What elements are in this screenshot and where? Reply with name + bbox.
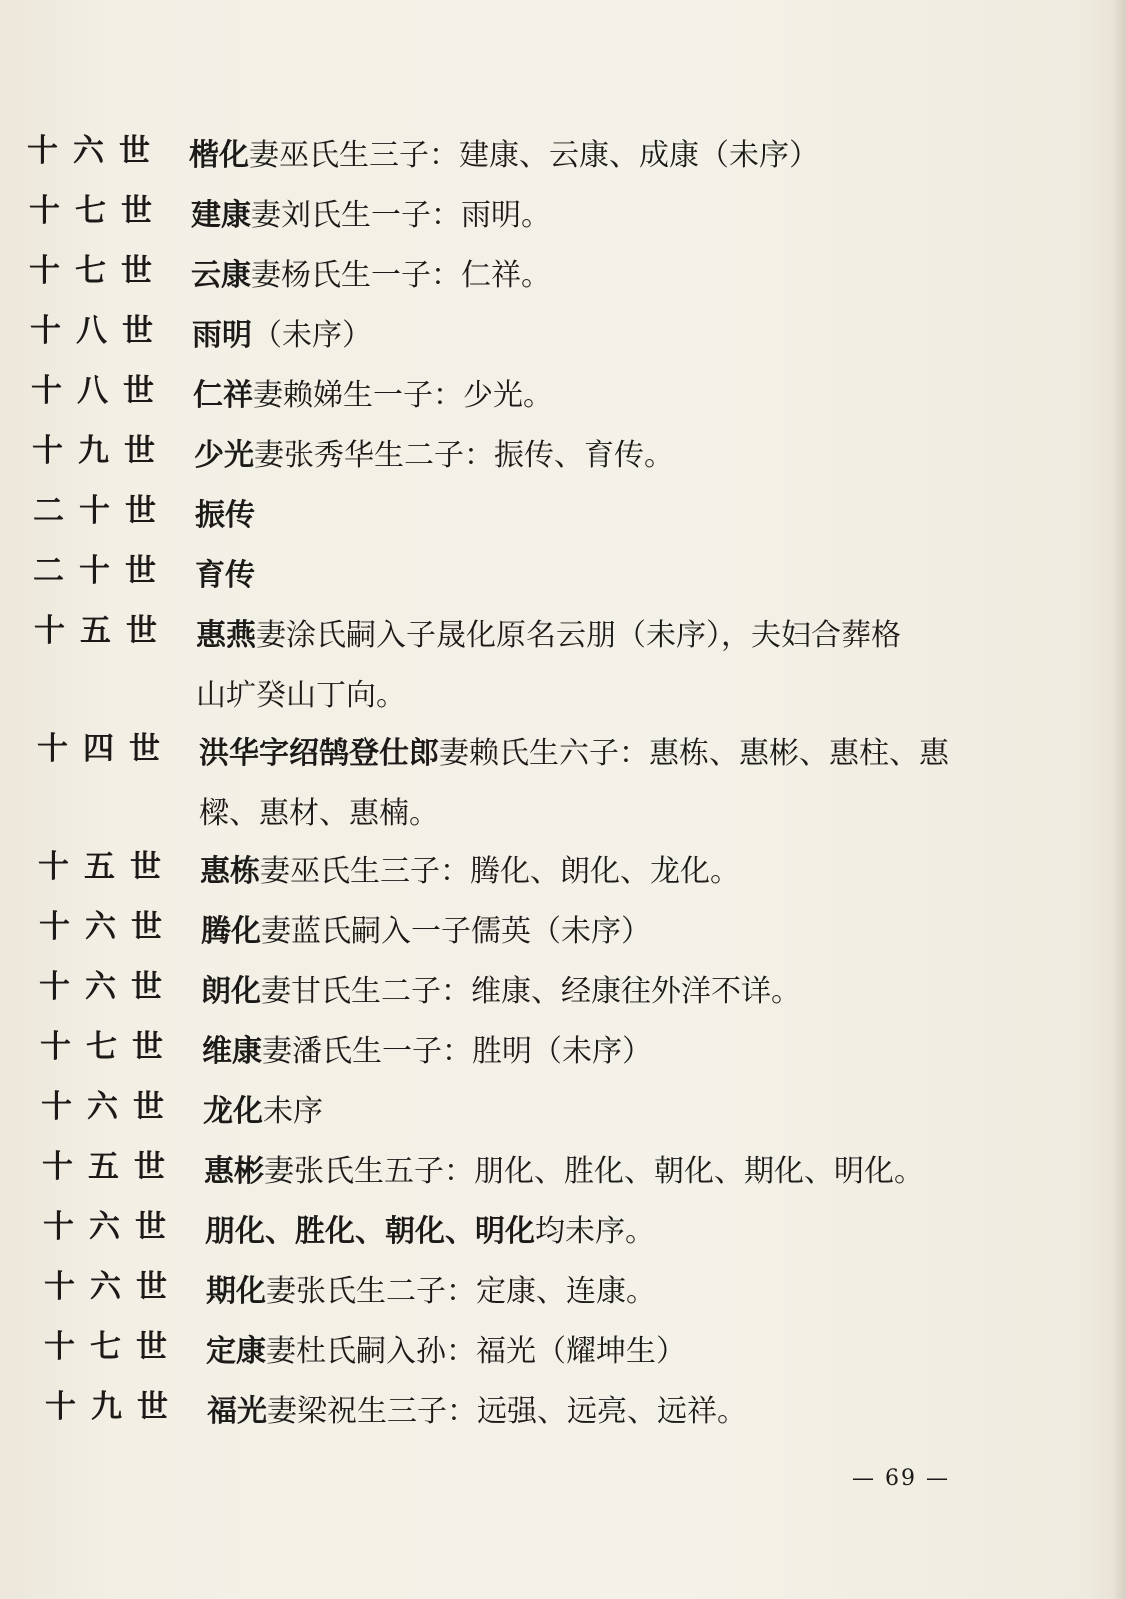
person-name: 少光 xyxy=(194,438,254,473)
person-name: 维康 xyxy=(202,1034,262,1069)
entry-text xyxy=(192,306,952,366)
entry-description: 妻杜氏嗣入孙：福光（耀坤生） xyxy=(266,1334,686,1369)
person-name: 仁祥 xyxy=(193,378,253,413)
entry-line-1 xyxy=(196,606,956,666)
generation-label: 十五世 xyxy=(38,849,176,885)
generation-label: 十五世 xyxy=(42,1149,180,1185)
person-name: 腾化 xyxy=(201,914,261,949)
entry-text xyxy=(199,724,959,844)
generation-label: 十六世 xyxy=(44,1269,182,1305)
entry-description: （未序） xyxy=(252,318,372,353)
entry-description: 妻巫氏生三子：建康、云康、成康（未序） xyxy=(249,138,819,173)
entry-text xyxy=(195,486,955,546)
generation-label: 十九世 xyxy=(32,433,170,469)
entry-description: 均未序。 xyxy=(535,1214,655,1249)
generation-label: 二十世 xyxy=(33,493,171,529)
entry-text xyxy=(206,1262,966,1322)
entry-description: 妻赖娣生一子：少光。 xyxy=(253,378,553,413)
entry-text xyxy=(191,186,951,246)
entry-description: 妻张氏生二子：定康、连康。 xyxy=(266,1274,656,1309)
entry-description: 妻潘氏生一子：胜明（未序） xyxy=(262,1034,652,1069)
person-name: 惠燕 xyxy=(196,618,256,653)
entry-text xyxy=(202,1022,962,1082)
entry-text xyxy=(207,1382,967,1442)
entry-text xyxy=(193,366,953,426)
person-name: 洪华字绍鹄登仕郎 xyxy=(199,736,439,771)
entry-description: 妻涂氏嗣入子晟化原名云朋（未序），夫妇合葬格 xyxy=(256,618,901,653)
person-name: 定康 xyxy=(206,1334,266,1369)
entry-description: 妻巫氏生三子：腾化、朗化、龙化。 xyxy=(260,854,740,889)
entry-text xyxy=(206,1322,966,1382)
generation-label: 十七世 xyxy=(29,253,167,289)
person-name: 朋化、胜化、朝化、明化 xyxy=(205,1214,535,1249)
person-name: 育传 xyxy=(195,558,255,593)
entry-text xyxy=(205,1202,965,1262)
entry-text xyxy=(201,902,961,962)
person-name: 朗化 xyxy=(201,974,261,1009)
generation-label: 十六世 xyxy=(41,1089,179,1125)
generation-label: 十八世 xyxy=(31,373,169,409)
entry-description: 妻刘氏生一子：雨明。 xyxy=(251,198,551,233)
generation-label: 十四世 xyxy=(37,731,175,767)
entry-text xyxy=(189,126,949,186)
generation-label: 二十世 xyxy=(33,553,171,589)
person-name: 振传 xyxy=(195,498,255,533)
generation-label: 十六世 xyxy=(39,969,177,1005)
entry-description: 妻甘氏生二子：维康、经康往外洋不详。 xyxy=(261,974,801,1009)
generation-label: 十六世 xyxy=(43,1209,181,1245)
entry-text xyxy=(200,842,960,902)
generation-label: 十八世 xyxy=(30,313,168,349)
entry-line-2: 樑、惠材、惠楠。 xyxy=(199,796,439,831)
person-name: 雨明 xyxy=(192,318,252,353)
generation-label: 十五世 xyxy=(34,613,172,649)
entry-description: 未序 xyxy=(263,1094,323,1129)
entry-line-2: 山圹癸山丁向。 xyxy=(196,678,406,713)
person-name: 期化 xyxy=(206,1274,266,1309)
entry-description: 妻杨氏生一子：仁祥。 xyxy=(251,258,551,293)
person-name: 福光 xyxy=(207,1394,267,1429)
generation-label: 十七世 xyxy=(44,1329,182,1365)
generation-label: 十九世 xyxy=(45,1389,183,1425)
entry-line-1 xyxy=(199,724,959,784)
person-name: 建康 xyxy=(191,198,251,233)
entry-text xyxy=(194,426,954,486)
person-name: 惠栋 xyxy=(200,854,260,889)
entry-text xyxy=(191,246,951,306)
entry-description: 妻蓝氏嗣入一子儒英（未序） xyxy=(261,914,651,949)
person-name: 龙化 xyxy=(203,1094,263,1129)
generation-label: 十六世 xyxy=(39,909,177,945)
entry-description: 妻梁祝生三子：远强、远亮、远祥。 xyxy=(267,1394,747,1429)
page-number: — 69 — xyxy=(852,1466,950,1491)
entry-description: 妻张氏生五子：朋化、胜化、朝化、期化、明化。 xyxy=(264,1154,924,1189)
entry-text xyxy=(195,546,955,606)
generation-label: 十七世 xyxy=(40,1029,178,1065)
entry-text xyxy=(196,606,956,726)
entry-text xyxy=(201,962,961,1022)
person-name: 云康 xyxy=(191,258,251,293)
generation-label: 十六世 xyxy=(27,133,165,169)
generation-label: 十七世 xyxy=(29,193,167,229)
entry-description: 妻赖氏生六子：惠栋、惠彬、惠柱、惠 xyxy=(439,736,949,771)
person-name: 楷化 xyxy=(189,138,249,173)
entry-text xyxy=(203,1082,963,1142)
person-name: 惠彬 xyxy=(204,1154,264,1189)
entry-description: 妻张秀华生二子：振传、育传。 xyxy=(254,438,674,473)
entry-text xyxy=(204,1142,964,1202)
